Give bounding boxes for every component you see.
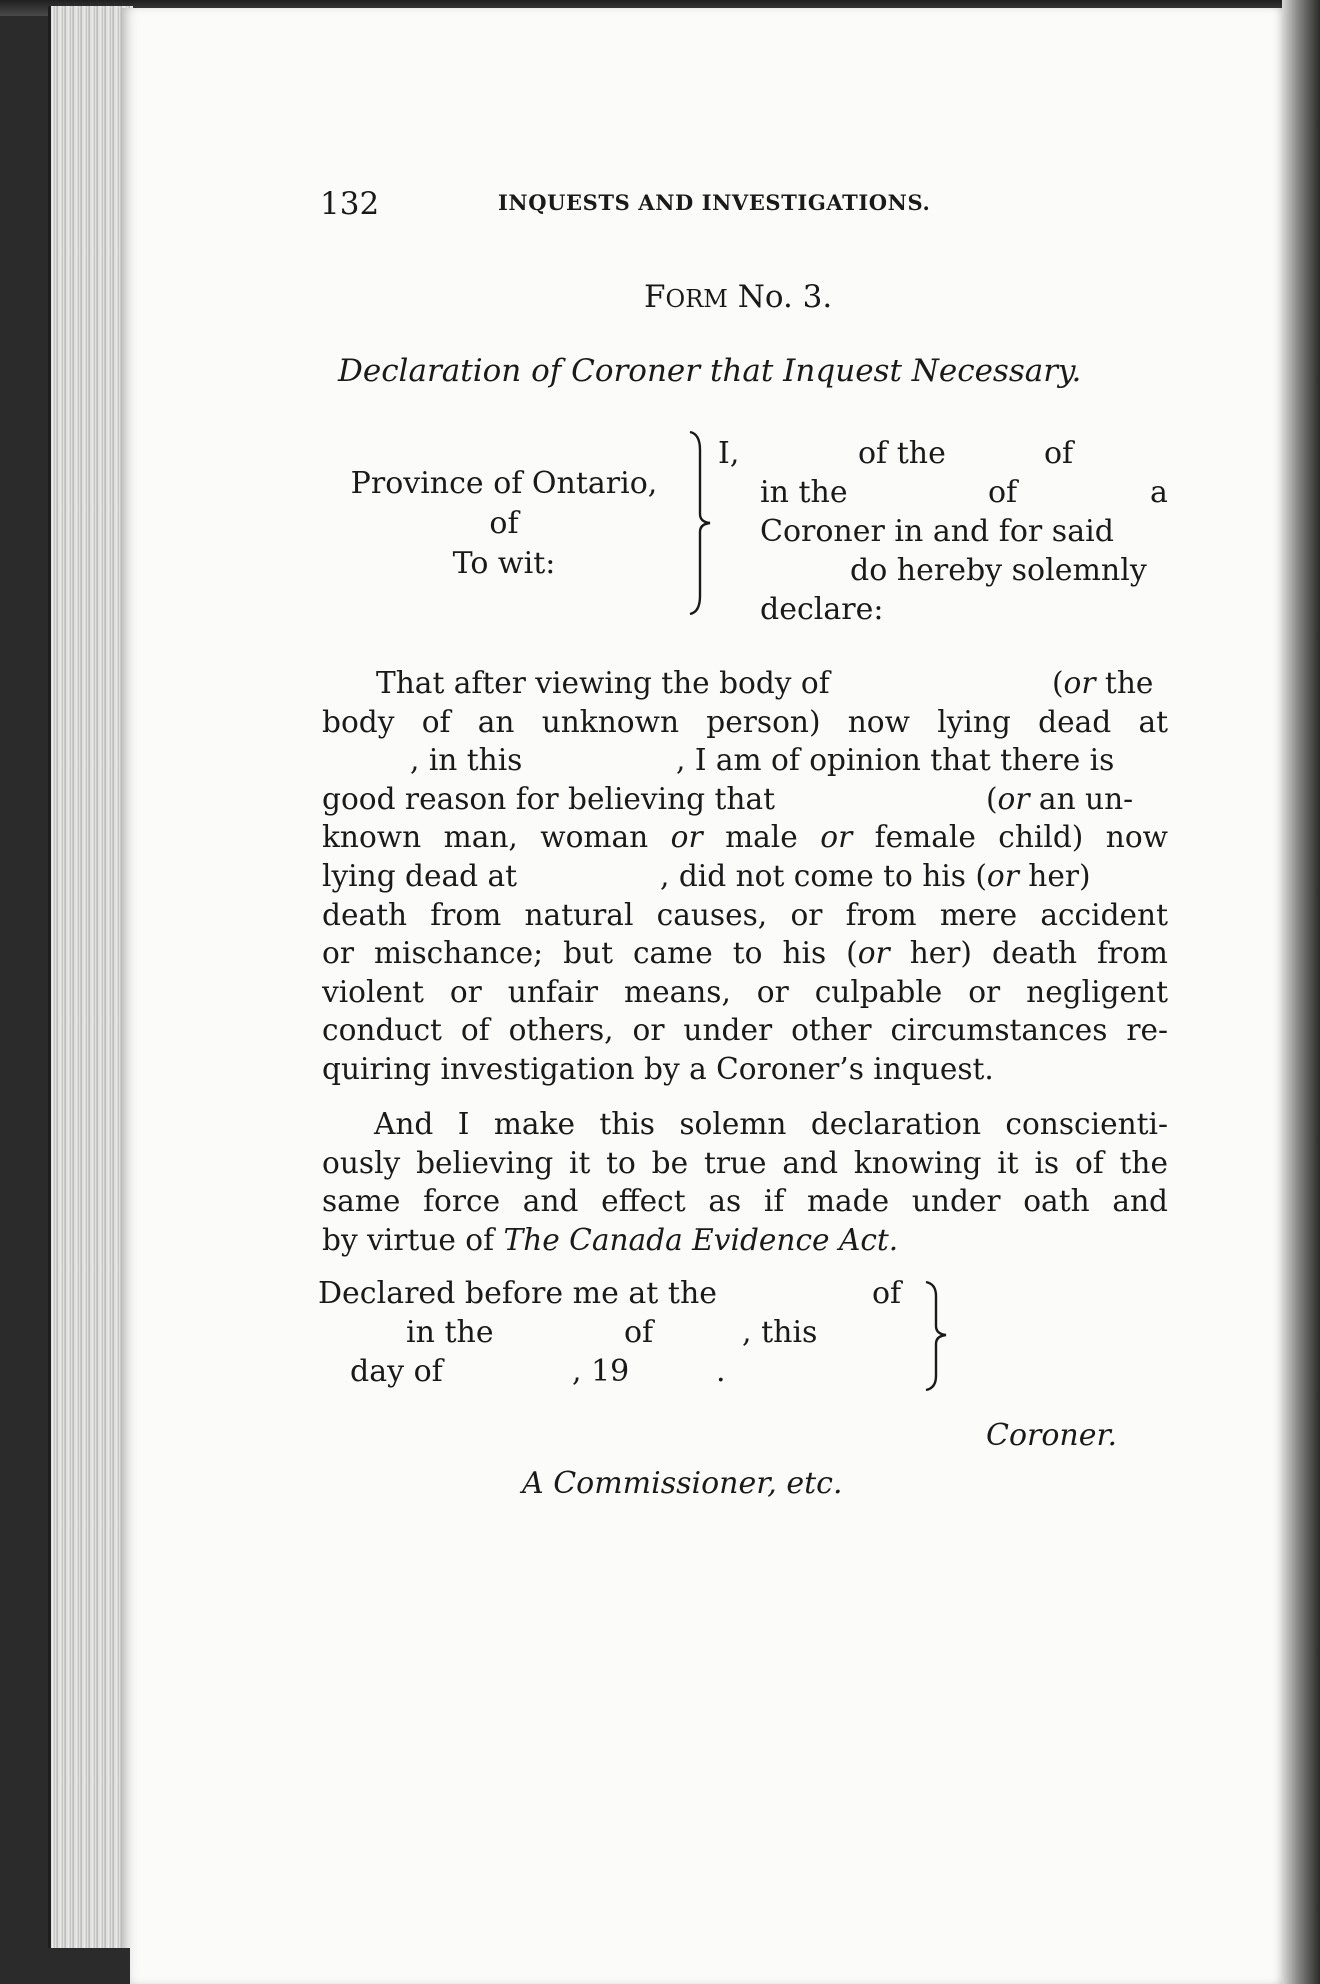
text-fragment: her) death from [889, 936, 1168, 971]
text-line: body of an unknown person) now lying dead at [322, 704, 1168, 739]
coroner-signature-label: Coroner. [986, 1418, 1118, 1453]
text-fragment: good reason for believing that [322, 781, 776, 816]
declaration-word: , this [742, 1315, 818, 1350]
paragraph-1 [322, 664, 1168, 1089]
text-line [322, 741, 1168, 780]
text-fragment: lying dead at [322, 858, 518, 893]
text-fragment [1052, 664, 1153, 703]
running-head-title: INQUESTS AND INVESTIGATIONS. [498, 190, 931, 215]
running-head [320, 186, 931, 222]
form-heading-number: No. 3. [727, 279, 833, 315]
venue-left [318, 464, 690, 584]
text-line: violent or unfair means, or culpable or negligent [322, 974, 1168, 1009]
text-fragment: male [702, 820, 821, 855]
declaration-word: . [716, 1354, 726, 1389]
declaration-word: Declared before me at the [318, 1276, 718, 1311]
scan-bottom-border [0, 1948, 130, 1984]
text-line: ously believing it to be true and knowing it is of the [322, 1145, 1168, 1180]
text-fragment: by virtue of [322, 1222, 504, 1257]
declaration-word: day of [350, 1354, 443, 1389]
text-fragment: female child) now [852, 820, 1169, 855]
book-gutter [1282, 0, 1320, 1984]
venue-brace [682, 428, 722, 618]
text-fragment: ( [1052, 666, 1064, 700]
paragraph-2 [322, 1105, 1168, 1259]
text-line [322, 1221, 1168, 1260]
text-line [322, 857, 1168, 896]
text-line: And I make this solemn declaration conscienti- [374, 1107, 1168, 1141]
declaration-brace [920, 1278, 956, 1394]
text-fragment: That after viewing the body of [376, 666, 830, 700]
italic-fragment: or [820, 820, 853, 855]
declaration-word: , 19 [572, 1354, 630, 1389]
venue-word: of [988, 475, 1018, 510]
italic-fragment: or [986, 858, 1019, 893]
text-line [322, 934, 1168, 973]
text-fragment: an un- [1029, 781, 1134, 816]
text-fragment: , I am of opinion that there is [676, 743, 1115, 778]
text-fragment [660, 857, 1091, 896]
venue-word: Coroner in and for said [760, 514, 1114, 549]
text-line [322, 818, 1168, 857]
form-heading-initial: F [644, 279, 666, 315]
venue-province: Province of Ontario, [350, 466, 658, 501]
italic-fragment: or [857, 936, 890, 971]
text-fragment: known man, woman [322, 820, 671, 855]
declaration-word: in the [406, 1315, 494, 1350]
declaration-word: of [872, 1276, 902, 1311]
text-line: quiring investigation by a Coroner’s inquest. [322, 1051, 994, 1086]
italic-fragment: or [1063, 666, 1096, 700]
italic-fragment: or [670, 820, 703, 855]
text-line: same force and effect as if made under oath and [322, 1184, 1168, 1219]
page-number: 132 [320, 186, 380, 222]
text-line: conduct of others, or under other circumstances re- [322, 1013, 1168, 1048]
text-fragment [986, 780, 1133, 819]
form-heading [644, 279, 832, 315]
text-fragment: her) [1018, 858, 1091, 893]
text-line: death from natural causes, or from mere accident [322, 897, 1168, 932]
text-line [322, 780, 1168, 819]
venue-word: of the [858, 436, 946, 471]
text-fragment: , did not come to his ( [660, 858, 987, 893]
text-line [322, 664, 1168, 703]
venue-word: of [1044, 436, 1074, 471]
declaration-word: of [624, 1315, 654, 1350]
venue-word: declare: [760, 592, 884, 627]
form-subtitle: Declaration of Coroner that Inquest Necessary. [338, 353, 1082, 389]
venue-word: I, [718, 436, 740, 471]
text-fragment: the [1095, 666, 1154, 700]
form-heading-smallcaps: ORM [665, 285, 728, 313]
venue-word: a [1150, 475, 1168, 510]
venue-word: in the [760, 475, 848, 510]
text-fragment: or mischance; but came to his ( [322, 936, 858, 971]
venue-to-wit: To wit: [452, 546, 556, 581]
venue-of: of [489, 506, 519, 541]
book-page-edges [48, 6, 133, 1984]
italic-fragment: or [997, 781, 1030, 816]
text-fragment: , in this [410, 743, 523, 778]
text-fragment: ( [986, 781, 998, 816]
italic-fragment: The Canada Evidence Act. [503, 1222, 899, 1257]
commissioner-signature-label: A Commissioner, etc. [522, 1466, 843, 1501]
venue-word: do hereby solemnly [850, 553, 1147, 588]
